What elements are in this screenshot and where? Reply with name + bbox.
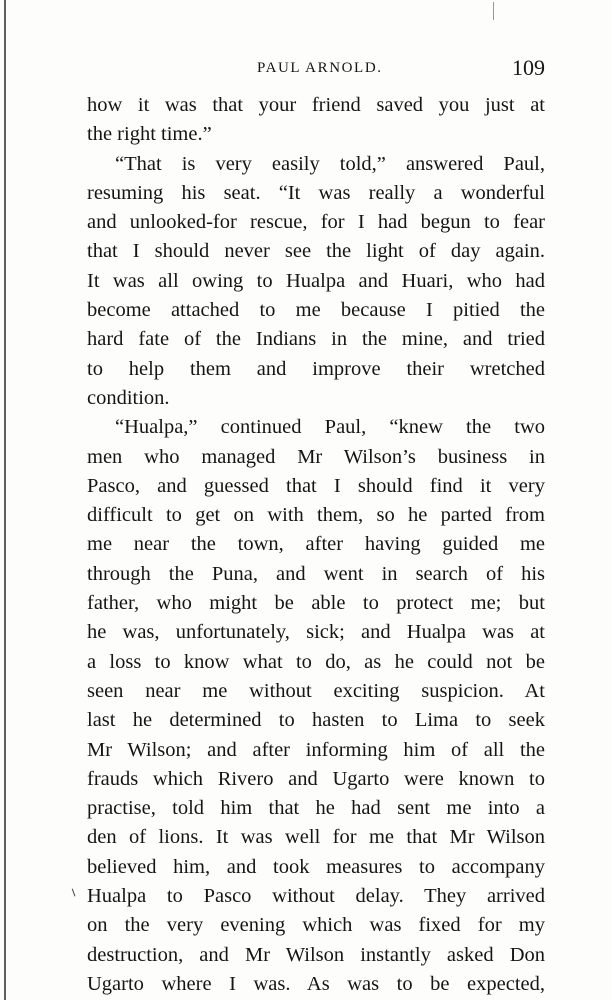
text-line: Hualpa to Pasco without delay. They arrived bbox=[87, 885, 545, 908]
text-line: hard fate of the Indians in the mine, and tried bbox=[87, 328, 545, 351]
text-line: last he determined to hasten to Lima to seek bbox=[87, 709, 545, 732]
text-line: resuming his seat. “It was really a wonderful bbox=[87, 181, 545, 204]
text-line: difficult to get on with them, so he parted from bbox=[87, 504, 545, 527]
text-line: It was all owing to Hualpa and Huari, who had bbox=[87, 269, 545, 292]
text-line: frauds which Rivero and Ugarto were known to bbox=[87, 767, 545, 790]
text-line: father, who might be able to protect me; but bbox=[87, 592, 545, 615]
running-title: PAUL ARNOLD. bbox=[257, 60, 383, 76]
page-number: 109 bbox=[512, 55, 545, 80]
text-line: Ugarto where I was. As was to be expected, bbox=[87, 972, 545, 995]
text-line: how it was that your friend saved you just at bbox=[87, 94, 545, 116]
text-line: “That is very easily told,” answered Paul, bbox=[115, 152, 545, 175]
text-line: a loss to know what to do, as he could not be bbox=[87, 650, 545, 673]
page-edge-line bbox=[4, 0, 6, 1000]
margin-mark bbox=[493, 2, 496, 20]
text-line: through the Puna, and went in search of his bbox=[87, 562, 545, 585]
text-line: seen near me without exciting suspicion. At bbox=[87, 679, 545, 702]
text-line: condition. bbox=[87, 386, 170, 409]
text-line: he was, unfortunately, sick; and Hualpa was at bbox=[87, 621, 545, 644]
margin-tick-mark bbox=[72, 888, 78, 897]
text-line: practise, told him that he had sent me into a bbox=[87, 797, 545, 820]
text-line: and unlooked-for rescue, for I had begun to fear bbox=[87, 211, 545, 234]
text-line: “Hualpa,” continued Paul, “knew the two bbox=[115, 416, 545, 439]
body-text bbox=[87, 91, 545, 999]
text-line: on the very evening which was fixed for my bbox=[87, 914, 545, 937]
text-line: me near the town, after having guided me bbox=[87, 533, 545, 556]
text-line: den of lions. It was well for me that Mr Wilson bbox=[87, 826, 545, 849]
text-line: become attached to me because I pitied the bbox=[87, 299, 545, 322]
text-line: men who managed Mr Wilson’s business in bbox=[87, 445, 545, 468]
text-line: to help them and improve their wretched bbox=[87, 357, 545, 380]
text-line: destruction, and Mr Wilson instantly asked Don bbox=[87, 943, 545, 966]
text-line: that I should never see the light of day again. bbox=[87, 240, 545, 263]
text-line: Pasco, and guessed that I should find it very bbox=[87, 474, 545, 497]
text-line: the right time.” bbox=[87, 123, 212, 146]
text-line: Mr Wilson; and after informing him of all the bbox=[87, 738, 545, 761]
text-line: believed him, and took measures to accompany bbox=[87, 855, 545, 878]
